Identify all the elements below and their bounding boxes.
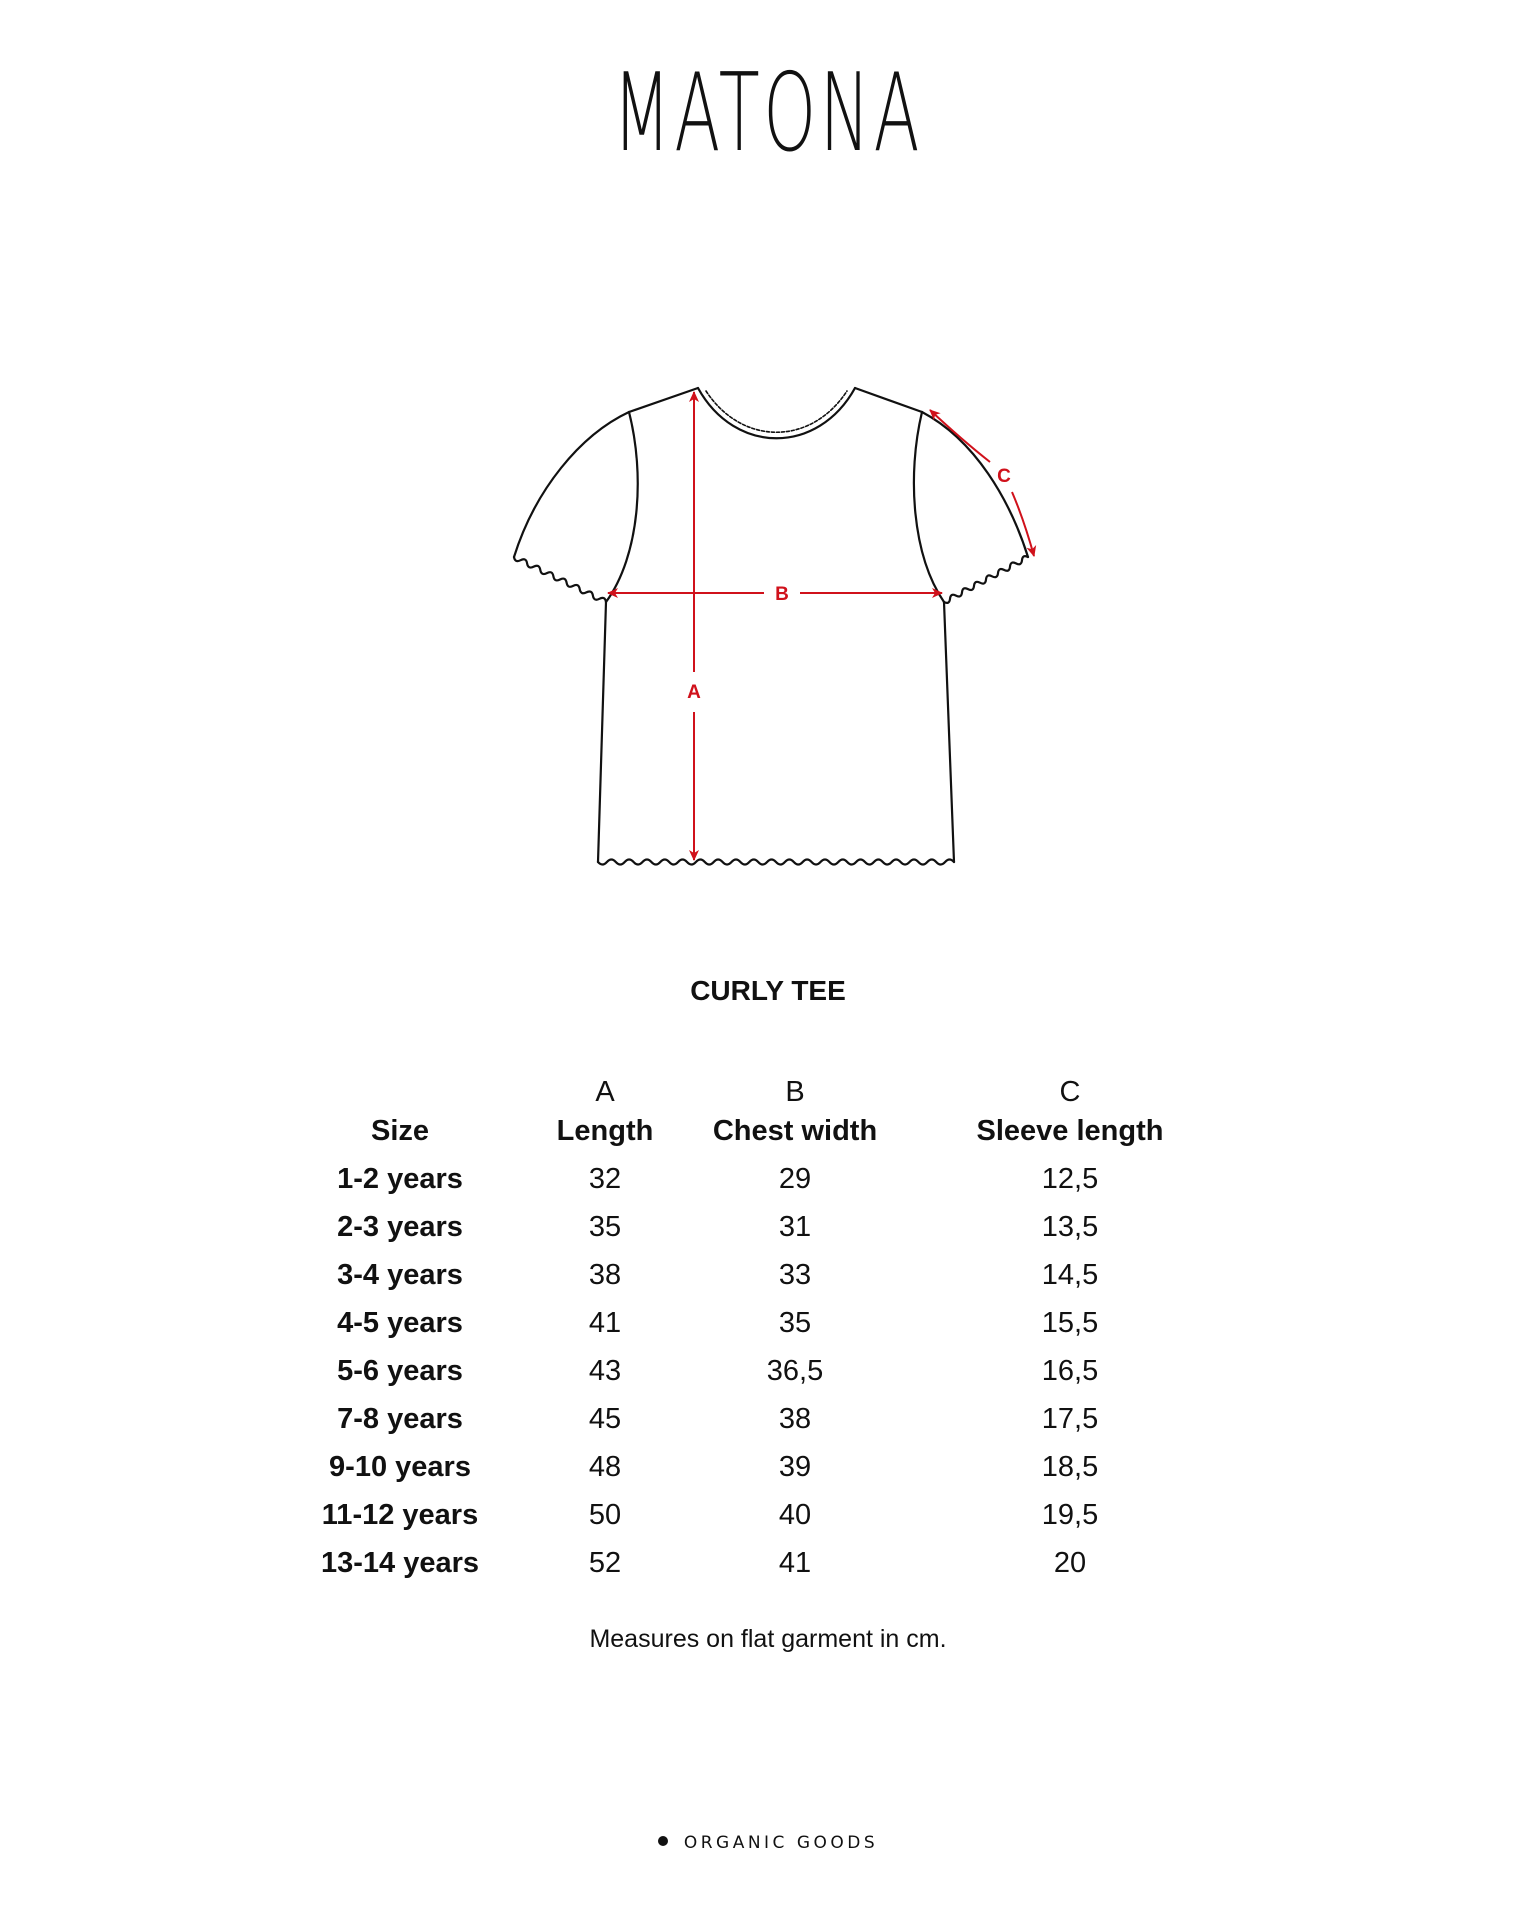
measure-label-a: A xyxy=(687,682,701,703)
header-size: Size xyxy=(370,1115,430,1147)
row-length: 41 xyxy=(588,1307,622,1339)
row-sleeve-length: 19,5 xyxy=(1041,1499,1099,1531)
row-size: 5-6 years xyxy=(337,1355,463,1387)
row-chest-width: 33 xyxy=(778,1259,812,1291)
row-length: 38 xyxy=(588,1259,622,1291)
header-letter-c: C xyxy=(1059,1076,1081,1108)
row-length: 35 xyxy=(588,1211,622,1243)
row-size: 2-3 years xyxy=(337,1211,463,1243)
brand-logo: MATONA xyxy=(612,51,924,176)
row-size: 13-14 years xyxy=(320,1547,480,1579)
row-chest-width: 39 xyxy=(778,1451,812,1483)
bullet-dot-icon xyxy=(658,1836,668,1846)
row-chest-width: 38 xyxy=(778,1403,812,1435)
row-length: 45 xyxy=(588,1403,622,1435)
row-chest-width: 35 xyxy=(778,1307,812,1339)
row-size: 9-10 years xyxy=(329,1451,471,1483)
row-sleeve-length: 17,5 xyxy=(1041,1403,1099,1435)
row-length: 50 xyxy=(588,1499,622,1531)
footer xyxy=(0,1832,1536,1854)
row-size: 1-2 years xyxy=(337,1163,463,1195)
header-sleeve-length: Sleeve length xyxy=(976,1115,1164,1147)
header-chest-width: Chest width xyxy=(712,1115,878,1147)
row-sleeve-length: 12,5 xyxy=(1041,1163,1099,1195)
measure-label-b: B xyxy=(775,584,789,605)
row-chest-width: 40 xyxy=(778,1499,812,1531)
row-size: 11-12 years xyxy=(321,1499,479,1531)
measure-labels xyxy=(687,466,1011,703)
row-sleeve-length: 16,5 xyxy=(1041,1355,1099,1387)
row-length: 52 xyxy=(588,1547,622,1579)
row-chest-width: 31 xyxy=(778,1211,812,1243)
tshirt-outline xyxy=(514,388,1028,865)
header-letter-b: B xyxy=(785,1076,805,1108)
row-sleeve-length: 18,5 xyxy=(1041,1451,1099,1483)
row-chest-width: 41 xyxy=(778,1547,812,1579)
row-size: 7-8 years xyxy=(337,1403,463,1435)
row-sleeve-length: 14,5 xyxy=(1041,1259,1099,1291)
row-length: 48 xyxy=(588,1451,622,1483)
footer-text: ORGANIC GOODS xyxy=(683,1833,879,1853)
header-length: Length xyxy=(556,1115,654,1147)
row-chest-width: 36,5 xyxy=(766,1355,824,1387)
row-size: 4-5 years xyxy=(337,1307,463,1339)
measure-lines xyxy=(608,392,1034,860)
row-sleeve-length: 20 xyxy=(1053,1547,1087,1579)
row-size: 3-4 years xyxy=(337,1259,463,1291)
row-sleeve-length: 13,5 xyxy=(1041,1211,1099,1243)
product-title: CURLY TEE xyxy=(690,975,846,1006)
row-chest-width: 29 xyxy=(778,1163,812,1195)
row-sleeve-length: 15,5 xyxy=(1041,1307,1099,1339)
measure-c-line-top xyxy=(930,410,990,462)
measure-label-c: C xyxy=(997,466,1011,487)
measurement-note: Measures on flat garment in cm. xyxy=(589,1625,947,1653)
row-length: 32 xyxy=(588,1163,622,1195)
row-length: 43 xyxy=(588,1355,622,1387)
header-letter-a: A xyxy=(595,1076,615,1108)
